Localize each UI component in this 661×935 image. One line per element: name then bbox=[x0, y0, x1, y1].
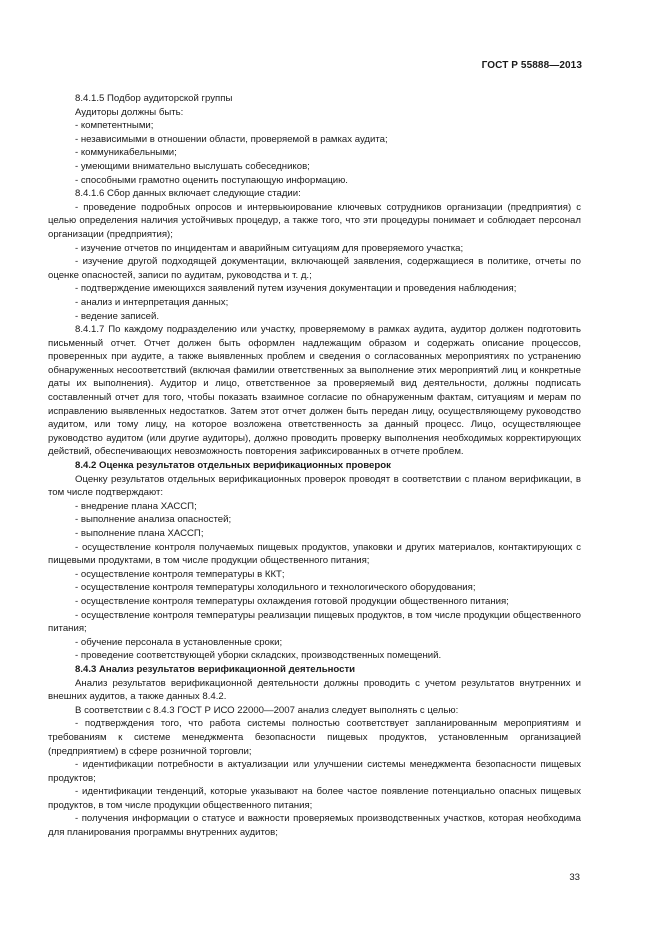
paragraph: Оценку результатов отдельных верификационных проверок проводят в соответствии с планом верификации, в том числе подтверждают: bbox=[48, 473, 581, 499]
paragraph: В соответствии с 8.4.3 ГОСТ Р ИСО 22000—2007 анализ следует выполнять с целью: bbox=[75, 704, 459, 716]
document-body bbox=[48, 92, 581, 840]
section-heading: 8.4.3 Анализ результатов верификационной деятельности bbox=[75, 663, 356, 675]
list-item: - обучение персонала в установленные сроки; bbox=[75, 636, 283, 648]
paragraph: Аудиторы должны быть: bbox=[75, 106, 184, 118]
document-standard-header: ГОСТ Р 55888—2013 bbox=[481, 60, 582, 71]
list-item: - получения информации о статусе и важности проверяемых производственных участков, которая необходима для планирования программы внутренних аудитов; bbox=[48, 813, 581, 839]
list-item: - независимыми в отношении области, проверяемой в рамках аудита; bbox=[75, 133, 388, 145]
list-item: - осуществление контроля температуры холодильного и технологического оборудования; bbox=[75, 582, 476, 594]
list-item: - способными грамотно оценить поступающую информацию. bbox=[75, 174, 348, 186]
page-number: 33 bbox=[569, 872, 580, 883]
section-heading: 8.4.2 Оценка результатов отдельных верификационных проверок bbox=[75, 460, 391, 472]
list-item: - осуществление контроля получаемых пищевых продуктов, упаковки и других материалов, контактирующих с пищевыми продуктами, в том числе продукции общественного питания; bbox=[48, 541, 581, 567]
list-item: - идентификации потребности в актуализации или улучшении системы менеджмента безопасности пищевых продуктов; bbox=[48, 759, 581, 784]
list-item: - проведение подробных опросов и интервьюирование ключевых сотрудников организации (предприятия) с целью определения наличия устойчивых процедур, а также того, что эти процедуры понимает и соблюдает персонал организации (предприятия); bbox=[48, 201, 581, 240]
list-item: - коммуникабельными; bbox=[75, 147, 177, 159]
paragraph: Анализ результатов верификационной деятельности должны проводить с учетом результатов внутренних и внешних аудитов, а также данных 8.4.2. bbox=[48, 677, 581, 703]
list-item: - осуществление контроля температуры охлаждения готовой продукции общественного питания; bbox=[75, 595, 509, 607]
list-item: - подтверждение имеющихся заявлений путем изучения документации и проведения наблюдения; bbox=[75, 283, 517, 295]
list-item: - изучение отчетов по инцидентам и аварийным ситуациям для проверяемого участка; bbox=[75, 242, 464, 254]
list-item: - подтверждения того, что работа системы полностью соответствует запланированным мероприятиям и требованиям к системе менеджмента безопасности пищевых продуктов, установленным организацией (предприятием) в сфере розничной торговли; bbox=[48, 718, 581, 757]
list-item: - изучение другой подходящей документации, включающей заявления, содержащиеся в политике, отчеты по оценке опасностей, записи по аудитам, руководства и т. д.; bbox=[48, 256, 581, 281]
paragraph: 8.4.1.6 Сбор данных включает следующие стадии: bbox=[75, 188, 301, 200]
list-item: - идентификации тенденций, которые указывают на более частое появление потенциально опасных пищевых продуктов, в том числе продукции общественного питания; bbox=[48, 786, 581, 811]
list-item: - осуществление контроля температуры реализации пищевых продуктов, в том числе продукции общественного питания; bbox=[48, 609, 581, 635]
list-item: - компетентными; bbox=[75, 120, 154, 132]
list-item: - умеющими внимательно выслушать собеседников; bbox=[75, 160, 310, 172]
paragraph: 8.4.1.5 Подбор аудиторской группы bbox=[75, 93, 233, 104]
list-item: - ведение записей. bbox=[75, 310, 160, 322]
list-item: - выполнение плана ХАССП; bbox=[75, 528, 204, 539]
list-item: - осуществление контроля температуры в ККТ; bbox=[75, 568, 285, 580]
list-item: - выполнение анализа опасностей; bbox=[75, 514, 232, 526]
list-item: - анализ и интерпретация данных; bbox=[75, 296, 229, 308]
paragraph: 8.4.1.7 По каждому подразделению или участку, проверяемому в рамках аудита, аудитор должен подготовить письменный отчет. Отчет должен быть оформлен надлежащим образом и содержать описание процессов, проверенных при аудите, а также выявленных проблем и сведения о согласованных мероприятиях по устранению обнаруженных несоответствий (включая фамилии ответственных за выполнение этих мероприятий лиц и конкретные даты их выполнения). Аудитор и лицо, ответственное за проверяемый вид деятельности, должны подписать составленный отчет для того, чтобы показать взаимное согласие по обнаруженным фактам, ситуациям и мерам по исправлению выявленных недостатков. Затем этот отчет должен быть передан лицу, осуществляющему руководство аудитом, или тому лицу, на которое возложена ответственность за данный процесс. Лицо, осуществляющее руководство аудитом (или другие аудиторы), должно проводить проверку выполнения необходимых корректирующих действий, обеспечивающих невозможность повторения зафиксированных в отчете проблем. bbox=[48, 324, 581, 458]
list-item: - проведение соответствующей уборки складских, производственных помещений. bbox=[75, 650, 442, 662]
list-item: - внедрение плана ХАССП; bbox=[75, 500, 197, 512]
